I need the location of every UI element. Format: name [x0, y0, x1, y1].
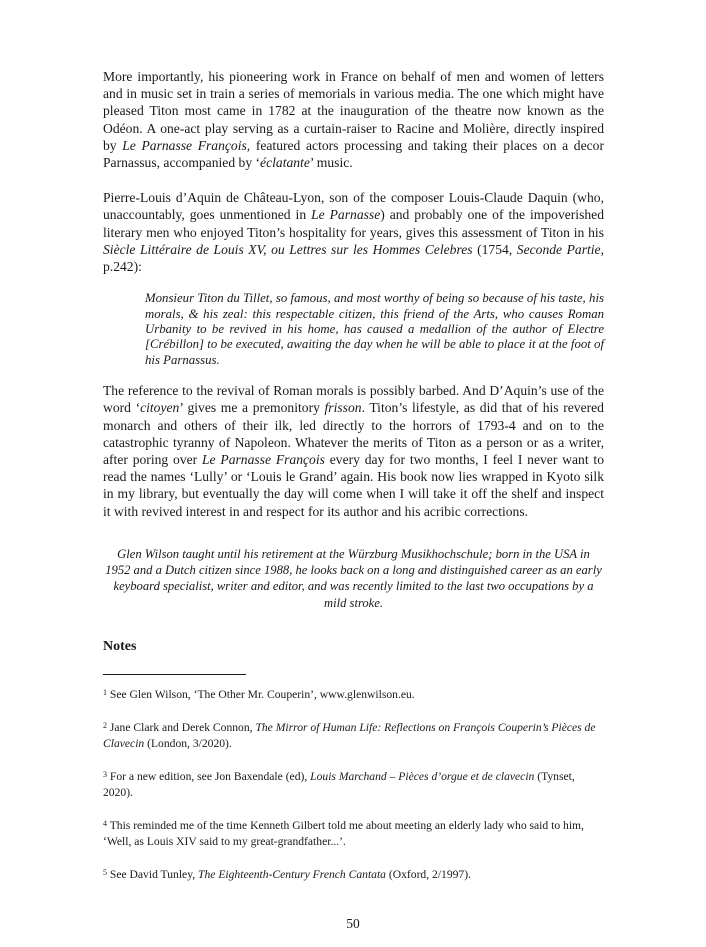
footnote-divider — [103, 674, 246, 675]
footnote-number: 1 — [103, 687, 107, 697]
text-run: The reference to the revival of Roman morals is possibly barbed. And D’Aquin’s use of the word ‘ — [103, 383, 604, 416]
italic-title: Louis Marchand – Pièces d’orgue et de clavecin — [310, 770, 535, 784]
italic-title: Siècle Littéraire de Louis XV, ou Lettres sur les Hommes Celebres — [103, 241, 473, 257]
text-run: (1754, — [472, 241, 517, 257]
body-paragraph-3 — [103, 382, 604, 520]
notes-heading: Notes — [103, 638, 137, 654]
text-run: (London, 3/2020). — [144, 736, 232, 750]
text-run: Pierre-Louis d’Aquin de Château-Lyon, son of the composer Louis-Claude Daquin (who, unaccountably, goes unmentioned in — [103, 190, 604, 223]
body-paragraph-2 — [103, 189, 604, 275]
italic-term: éclatante — [260, 155, 310, 171]
text-run: ’ music. — [309, 155, 353, 171]
page-body — [103, 68, 604, 899]
text-run: See David Tunley, — [107, 868, 199, 882]
footnote-4 — [103, 816, 604, 849]
italic-term: citoyen — [140, 400, 180, 416]
body-paragraph-1 — [103, 68, 604, 171]
italic-title: The Mirror of Human Life: Reflections on François Couperin’s Pièces de Clavecin — [103, 721, 596, 750]
italic-title: Le Parnasse — [311, 207, 381, 223]
block-quote: Monsieur Titon du Tillet, so famous, and most worthy of being so because of his taste, his morals, & his zeal: this respectable citizen, this friend of the Arts, who causes Roman Urbanity to be revived in his home, has caused a medallion of the author of Electre [Crébillon] to be executed, awaiting the day when he will be able to place it at the foot of his Parnassus. — [145, 291, 604, 367]
text-run: ’ gives me a premonitory — [179, 400, 325, 416]
author-bio: Glen Wilson taught until his retirement at the Würzburg Musikhochschule; born in the USA in 1952 and a Dutch citizen since 1988, he looks back on a long and distinguished career as an early keyboard specialist, writer and editor, and was recently limited to the last two occupations by a mild stroke. — [105, 546, 602, 610]
footnote-5 — [103, 865, 604, 883]
text-run: every day for two months, I feel I never want to read the names ‘Lully’ or ‘Louis le Grand’ again. His book now lies wrapped in Kyoto silk in my library, but eventually the day will come when I will take it off the shelf and inspect it with revived interest in and respect for its author and his acribic corrections. — [103, 452, 604, 519]
text-run: , featured actors processing and taking their places on a decor Parnassus, accompanied by ‘ — [103, 137, 604, 171]
text-run: , p.242): — [103, 241, 605, 275]
text-run: . Titon’s lifestyle, as did that of his revered monarch and others of their ilk, led directly to the horrors of 1793-4 and on to the catastrophic tyranny of Napoleon. Whatever the merits of Titon as a person or as a writer, after poring over — [103, 400, 604, 468]
footnote-number: 2 — [103, 721, 107, 731]
footnote-number: 5 — [103, 868, 107, 878]
italic-title: Le Parnasse François — [122, 137, 247, 153]
italic-term: frisson — [324, 400, 362, 416]
text-run: (Oxford, 2/1997). — [385, 868, 471, 882]
text-run: See Glen Wilson, ‘The Other Mr. Couperin’, www.glenwilson.eu. — [107, 687, 415, 701]
italic-term: Seconde Partie — [516, 241, 601, 257]
text-run: For a new edition, see Jon Baxendale (ed), — [107, 770, 311, 784]
footnote-number: 3 — [103, 770, 107, 780]
text-run: (Tynset, 2020). — [103, 770, 575, 799]
footnote-1 — [103, 685, 604, 703]
italic-title: Le Parnasse François — [202, 452, 325, 468]
footnote-2 — [103, 718, 604, 751]
text-run: This reminded me of the time Kenneth Gilbert told me about meeting an elderly lady who said to him, ‘Well, as Louis XIV said to my great-grandfather...’. — [103, 819, 584, 848]
italic-title: The Eighteenth-Century French Cantata — [198, 868, 386, 882]
page-number: 50 — [346, 916, 360, 931]
footnote-number: 4 — [103, 819, 107, 829]
text-run: ) and probably one of the impoverished literary men who enjoyed Titon’s hospitality for years, gives this assessment of Titon in his — [103, 207, 605, 240]
text-run: Jane Clark and Derek Connon, — [107, 721, 256, 735]
footnote-3 — [103, 767, 604, 800]
text-run: More importantly, his pioneering work in France on behalf of men and women of letters and in music set in train a series of memorials in various media. The one which might have pleased Titon most came in 1782 at the inauguration of the theatre now known as the Odéon. A one-act play serving as a curtain-raiser to Racine and Molière, directly inspired by — [103, 69, 604, 153]
